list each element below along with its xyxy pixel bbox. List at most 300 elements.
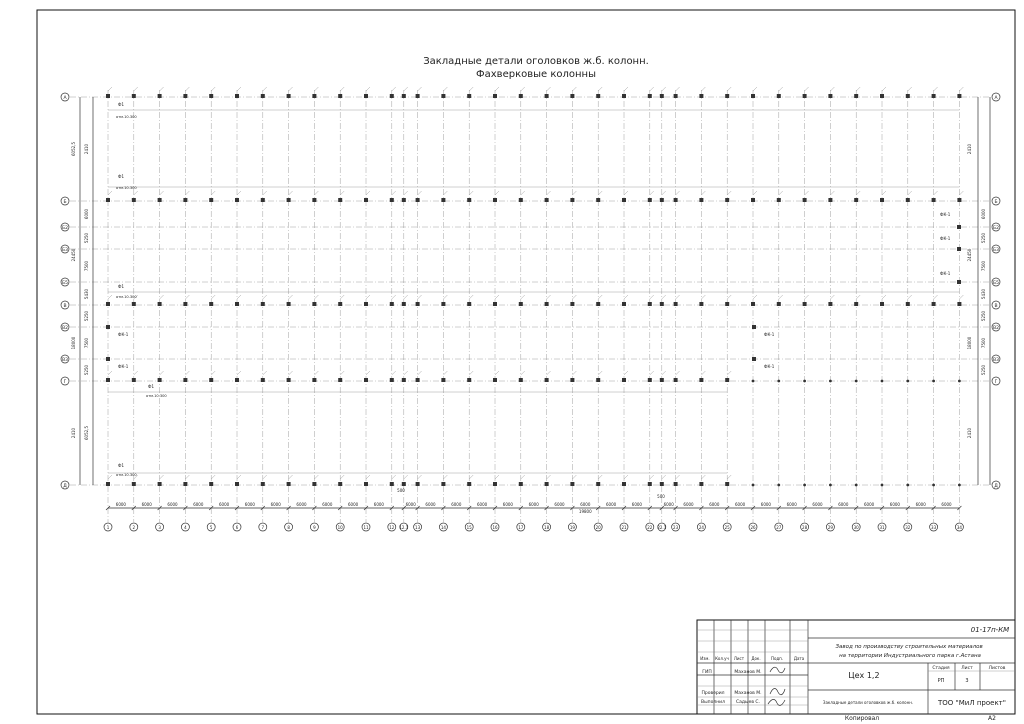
marker-leader [418,475,422,479]
column-marker [699,94,703,98]
column-marker [209,94,213,98]
column-marker [906,380,909,383]
axis-label-33: 33 [931,525,937,530]
axis-label-24: 24 [698,525,704,530]
column-marker [932,198,936,202]
axis-label-22: 22 [647,525,653,530]
col-dok: Док. [751,656,761,661]
marker-leader [650,371,654,375]
marker-leader [314,295,318,299]
column-marker [545,482,549,486]
marker-leader [289,191,293,195]
marker-leader [289,87,293,91]
dim-span: 6000 [451,502,462,507]
marker-leader [701,475,705,479]
marker-leader [495,87,499,91]
column-marker [880,302,884,306]
column-marker [828,94,832,98]
marker-leader [572,295,576,299]
marker-leader [779,191,783,195]
axis-label-13: 13 [415,525,421,530]
column-marker [854,302,858,306]
dim-span: 6000 [244,502,255,507]
marker-leader [211,371,215,375]
marker-leader [701,295,705,299]
column-marker [209,198,213,202]
marker-leader [934,87,938,91]
column-marker [777,94,781,98]
name-do: Садыев С. [736,700,760,705]
title-block [697,620,1015,714]
axis-label-3: 3 [158,525,161,530]
marker-leader [624,475,628,479]
marker-leader [805,295,809,299]
axis-label-34: 34 [956,525,962,530]
dim-right: 7500 [981,260,986,272]
column-marker [338,198,342,202]
marker-leader [650,87,654,91]
col-data: Дата [793,656,805,661]
column-marker [493,94,497,98]
marker-leader [160,475,164,479]
dim-right: 5250 [981,364,986,376]
column-marker [803,198,807,202]
column-marker [570,198,574,202]
axis-label-left-А: А [63,96,67,101]
axis-label-12.1: 12.1 [399,525,409,530]
marker-leader [856,87,860,91]
marker-leader [314,371,318,375]
marker-leader [418,371,422,375]
dim-span: 6000 [735,502,746,507]
dim-span: 6000 [115,502,126,507]
axis-label-21: 21 [621,525,627,530]
axis-label-right-Б3: Б3 [993,248,999,253]
column-marker [545,302,549,306]
f1-label: Ф1 [118,174,124,179]
column-marker [957,198,961,202]
column-marker [674,198,678,202]
column-marker [660,482,664,486]
marker-leader [908,295,912,299]
column-marker [725,482,729,486]
marker-leader [598,475,602,479]
column-marker [648,94,652,98]
sheet-value: 3 [965,678,969,684]
marker-leader [727,295,731,299]
marker-leader [701,371,705,375]
column-marker [906,94,910,98]
building-name: Цех 1,2 [848,671,880,680]
drawing-frame [37,10,1015,714]
column-marker [261,198,265,202]
marker-leader [830,87,834,91]
marker-leader [676,371,680,375]
axis-label-left-Г: Г [63,380,67,385]
column-marker [958,484,961,487]
column-marker [416,378,420,382]
column-marker [467,378,471,382]
marker-leader [495,371,499,375]
marker-leader [495,191,499,195]
marker-leader [624,191,628,195]
marker-leader [185,87,189,91]
role-check: Проверил [701,691,725,696]
marker-leader [366,475,370,479]
column-marker [699,198,703,202]
column-marker [261,94,265,98]
marker-leader [882,295,886,299]
column-marker [493,198,497,202]
f1-label: Ф1 [118,463,124,468]
column-marker [209,482,213,486]
column-marker [209,378,213,382]
column-marker [261,378,265,382]
marker-leader [572,87,576,91]
dim-span: 6000 [864,502,875,507]
column-marker [752,380,755,383]
column-marker [132,302,136,306]
marker-leader [598,87,602,91]
column-marker [402,378,406,382]
fk1-label: ФК-1 [764,364,775,369]
column-marker [570,482,574,486]
axis-label-32: 32 [905,525,911,530]
column-marker [364,198,368,202]
marker-leader [598,295,602,299]
axis-label-right-Б2: Б2 [993,226,999,231]
column-marker [183,482,187,486]
column-marker [751,198,755,202]
column-marker [287,94,291,98]
column-marker [132,482,136,486]
axis-label-right-В: В [994,304,998,309]
marker-leader [469,371,473,375]
axis-label-left-В: В [63,304,67,309]
column-marker [828,302,832,306]
column-marker [364,482,368,486]
column-marker [467,302,471,306]
dim-left: 6052,5 [84,426,89,440]
column-marker [622,94,626,98]
axis-label-28: 28 [802,525,808,530]
marker-leader [263,475,267,479]
column-marker [725,378,729,382]
column-marker [699,378,703,382]
axis-label-5: 5 [209,525,213,530]
dim-500: 500 [657,494,665,499]
column-marker [402,198,406,202]
marker-leader [521,295,525,299]
dim-left: 5250 [84,310,89,322]
dim-left: 7500 [84,337,89,349]
column-marker [235,482,239,486]
dim-span: 6000 [219,502,230,507]
column-marker [829,380,832,383]
marker-leader [882,191,886,195]
dim-span: 6000 [425,502,436,507]
column-marker [416,482,420,486]
marker-leader [676,295,680,299]
column-marker [312,94,316,98]
column-marker [854,94,858,98]
column-marker [932,302,936,306]
column-marker [725,94,729,98]
column-marker [596,94,600,98]
axis-label-left-Б: Б [63,200,67,205]
marker-leader [237,475,241,479]
marker-leader [211,475,215,479]
marker-leader [340,295,344,299]
axis-label-30: 30 [853,525,859,530]
dim-span: 6000 [812,502,823,507]
dim-left: 5250 [84,232,89,244]
dim-right: 2410 [967,427,972,439]
column-marker [880,198,884,202]
signature-check [770,688,785,694]
marker-leader [805,87,809,91]
marker-leader [547,371,551,375]
dim-span: 6000 [502,502,513,507]
column-marker [287,302,291,306]
marker-leader [185,371,189,375]
column-marker [106,302,110,306]
dim-left: 7500 [84,260,89,272]
column-marker [183,94,187,98]
marker-leader [366,371,370,375]
column-marker [158,378,162,382]
marker-leader [959,87,963,91]
axis-label-left-Б5: Б5 [62,281,68,286]
axis-label-27: 27 [776,525,782,530]
column-marker [545,378,549,382]
marker-leader [521,475,525,479]
column-marker [106,482,110,486]
marker-leader [314,87,318,91]
column-marker [312,302,316,306]
fk1-label: ФК-1 [764,332,775,337]
col-kol: Кол.уч [715,656,729,661]
marker-leader [289,475,293,479]
dim-span: 6000 [141,502,152,507]
sheet-header: Лист [961,666,973,671]
marker-leader [650,191,654,195]
column-marker [209,302,213,306]
column-marker [416,198,420,202]
column-marker [338,482,342,486]
marker-leader [160,371,164,375]
marker-leader [521,371,525,375]
marker-leader [134,371,138,375]
marker-leader [443,475,447,479]
column-marker [777,198,781,202]
marker-leader [263,371,267,375]
column-marker [958,380,961,383]
marker-leader [160,87,164,91]
column-marker [519,94,523,98]
marker-leader [418,295,422,299]
column-marker [441,302,445,306]
marker-leader [237,371,241,375]
column-marker [674,482,678,486]
f1-label: Ф1 [118,284,124,289]
column-marker [545,94,549,98]
marker-leader [108,191,112,195]
marker-leader [392,475,396,479]
column-marker [132,198,136,202]
marker-leader [443,371,447,375]
dim-left: 6000 [84,208,89,220]
column-marker [906,198,910,202]
column-marker [854,198,858,202]
marker-leader [289,295,293,299]
column-marker [648,378,652,382]
marker-leader [547,87,551,91]
column-marker [751,94,755,98]
fk1-marker [106,357,110,361]
axis-label-7: 7 [261,525,265,530]
sheets-header: Листов [988,666,1006,671]
marker-leader [495,475,499,479]
column-marker [364,378,368,382]
dim-span: 6000 [631,502,642,507]
column-marker [235,302,239,306]
axis-label-right-А: А [994,96,998,101]
column-marker [545,198,549,202]
column-marker [467,198,471,202]
marker-leader [805,191,809,195]
column-marker [441,198,445,202]
marker-leader [701,87,705,91]
marker-leader [404,191,408,195]
marker-leader [340,475,344,479]
column-marker [364,302,368,306]
marker-leader [392,191,396,195]
column-marker [441,378,445,382]
marker-leader [727,87,731,91]
column-marker [803,380,806,383]
fk1-label: ФК-1 [118,364,129,369]
marker-leader [185,475,189,479]
column-marker [906,484,909,487]
format-label: А2 [988,715,996,722]
column-marker [932,484,935,487]
column-marker [881,484,884,487]
column-marker [674,378,678,382]
marker-leader [650,475,654,479]
dim-right: 24450 [967,248,972,262]
dim-left: 6052,5 [71,142,76,156]
otm-label: отм.10.300 [116,295,137,299]
column-marker [699,302,703,306]
column-marker [725,198,729,202]
column-marker [106,378,110,382]
f1-label: Ф1 [118,102,124,107]
marker-leader [662,191,666,195]
marker-leader [753,191,757,195]
marker-leader [547,191,551,195]
column-marker [402,482,406,486]
marker-leader [237,87,241,91]
column-marker [855,380,858,383]
column-marker [570,302,574,306]
marker-leader [598,191,602,195]
column-marker [390,198,394,202]
axis-label-31: 31 [879,525,885,530]
marker-leader [160,295,164,299]
column-marker [855,484,858,487]
dim-right: 5250 [981,310,986,322]
marker-leader [662,87,666,91]
marker-leader [830,295,834,299]
column-marker [519,378,523,382]
marker-leader [908,191,912,195]
axis-label-1: 1 [106,525,110,530]
axis-label-6: 6 [235,525,239,530]
marker-leader [185,191,189,195]
name-gip: Маханов М. [734,670,762,675]
column-marker [235,378,239,382]
column-marker [570,94,574,98]
column-marker [596,198,600,202]
column-marker [570,378,574,382]
marker-leader [701,191,705,195]
dim-span: 6000 [296,502,307,507]
marker-leader [572,475,576,479]
column-marker [402,302,406,306]
marker-leader [830,191,834,195]
column-marker [467,94,471,98]
column-marker [803,94,807,98]
column-marker [957,302,961,306]
marker-leader [959,295,963,299]
column-marker [699,482,703,486]
axis-label-19: 19 [569,525,575,530]
fk1-marker [957,225,961,229]
marker-leader [108,295,112,299]
dim-right: 6000 [981,208,986,220]
dim-span: 6000 [606,502,617,507]
signature-gip [770,667,785,673]
marker-leader [134,191,138,195]
marker-leader [263,295,267,299]
column-marker [493,302,497,306]
marker-leader [598,371,602,375]
dim-right: 18000 [967,336,972,350]
axis-label-right-Б: Б [994,200,998,205]
dim-span: 6000 [477,502,488,507]
marker-leader [211,87,215,91]
fk1-label: ФК-1 [118,332,129,337]
column-marker [777,302,781,306]
column-marker [674,94,678,98]
column-marker [803,302,807,306]
dim-span: 6000 [373,502,384,507]
marker-leader [211,191,215,195]
marker-leader [340,191,344,195]
column-marker [312,482,316,486]
marker-leader [134,87,138,91]
dim-span: 6000 [270,502,281,507]
otm-label: отм.10.300 [116,186,137,190]
dim-span: 6000 [838,502,849,507]
marker-leader [624,295,628,299]
col-podp: Подп. [770,656,784,661]
col-izm: Изм. [700,656,710,661]
marker-leader [443,87,447,91]
marker-leader [662,295,666,299]
marker-leader [959,191,963,195]
